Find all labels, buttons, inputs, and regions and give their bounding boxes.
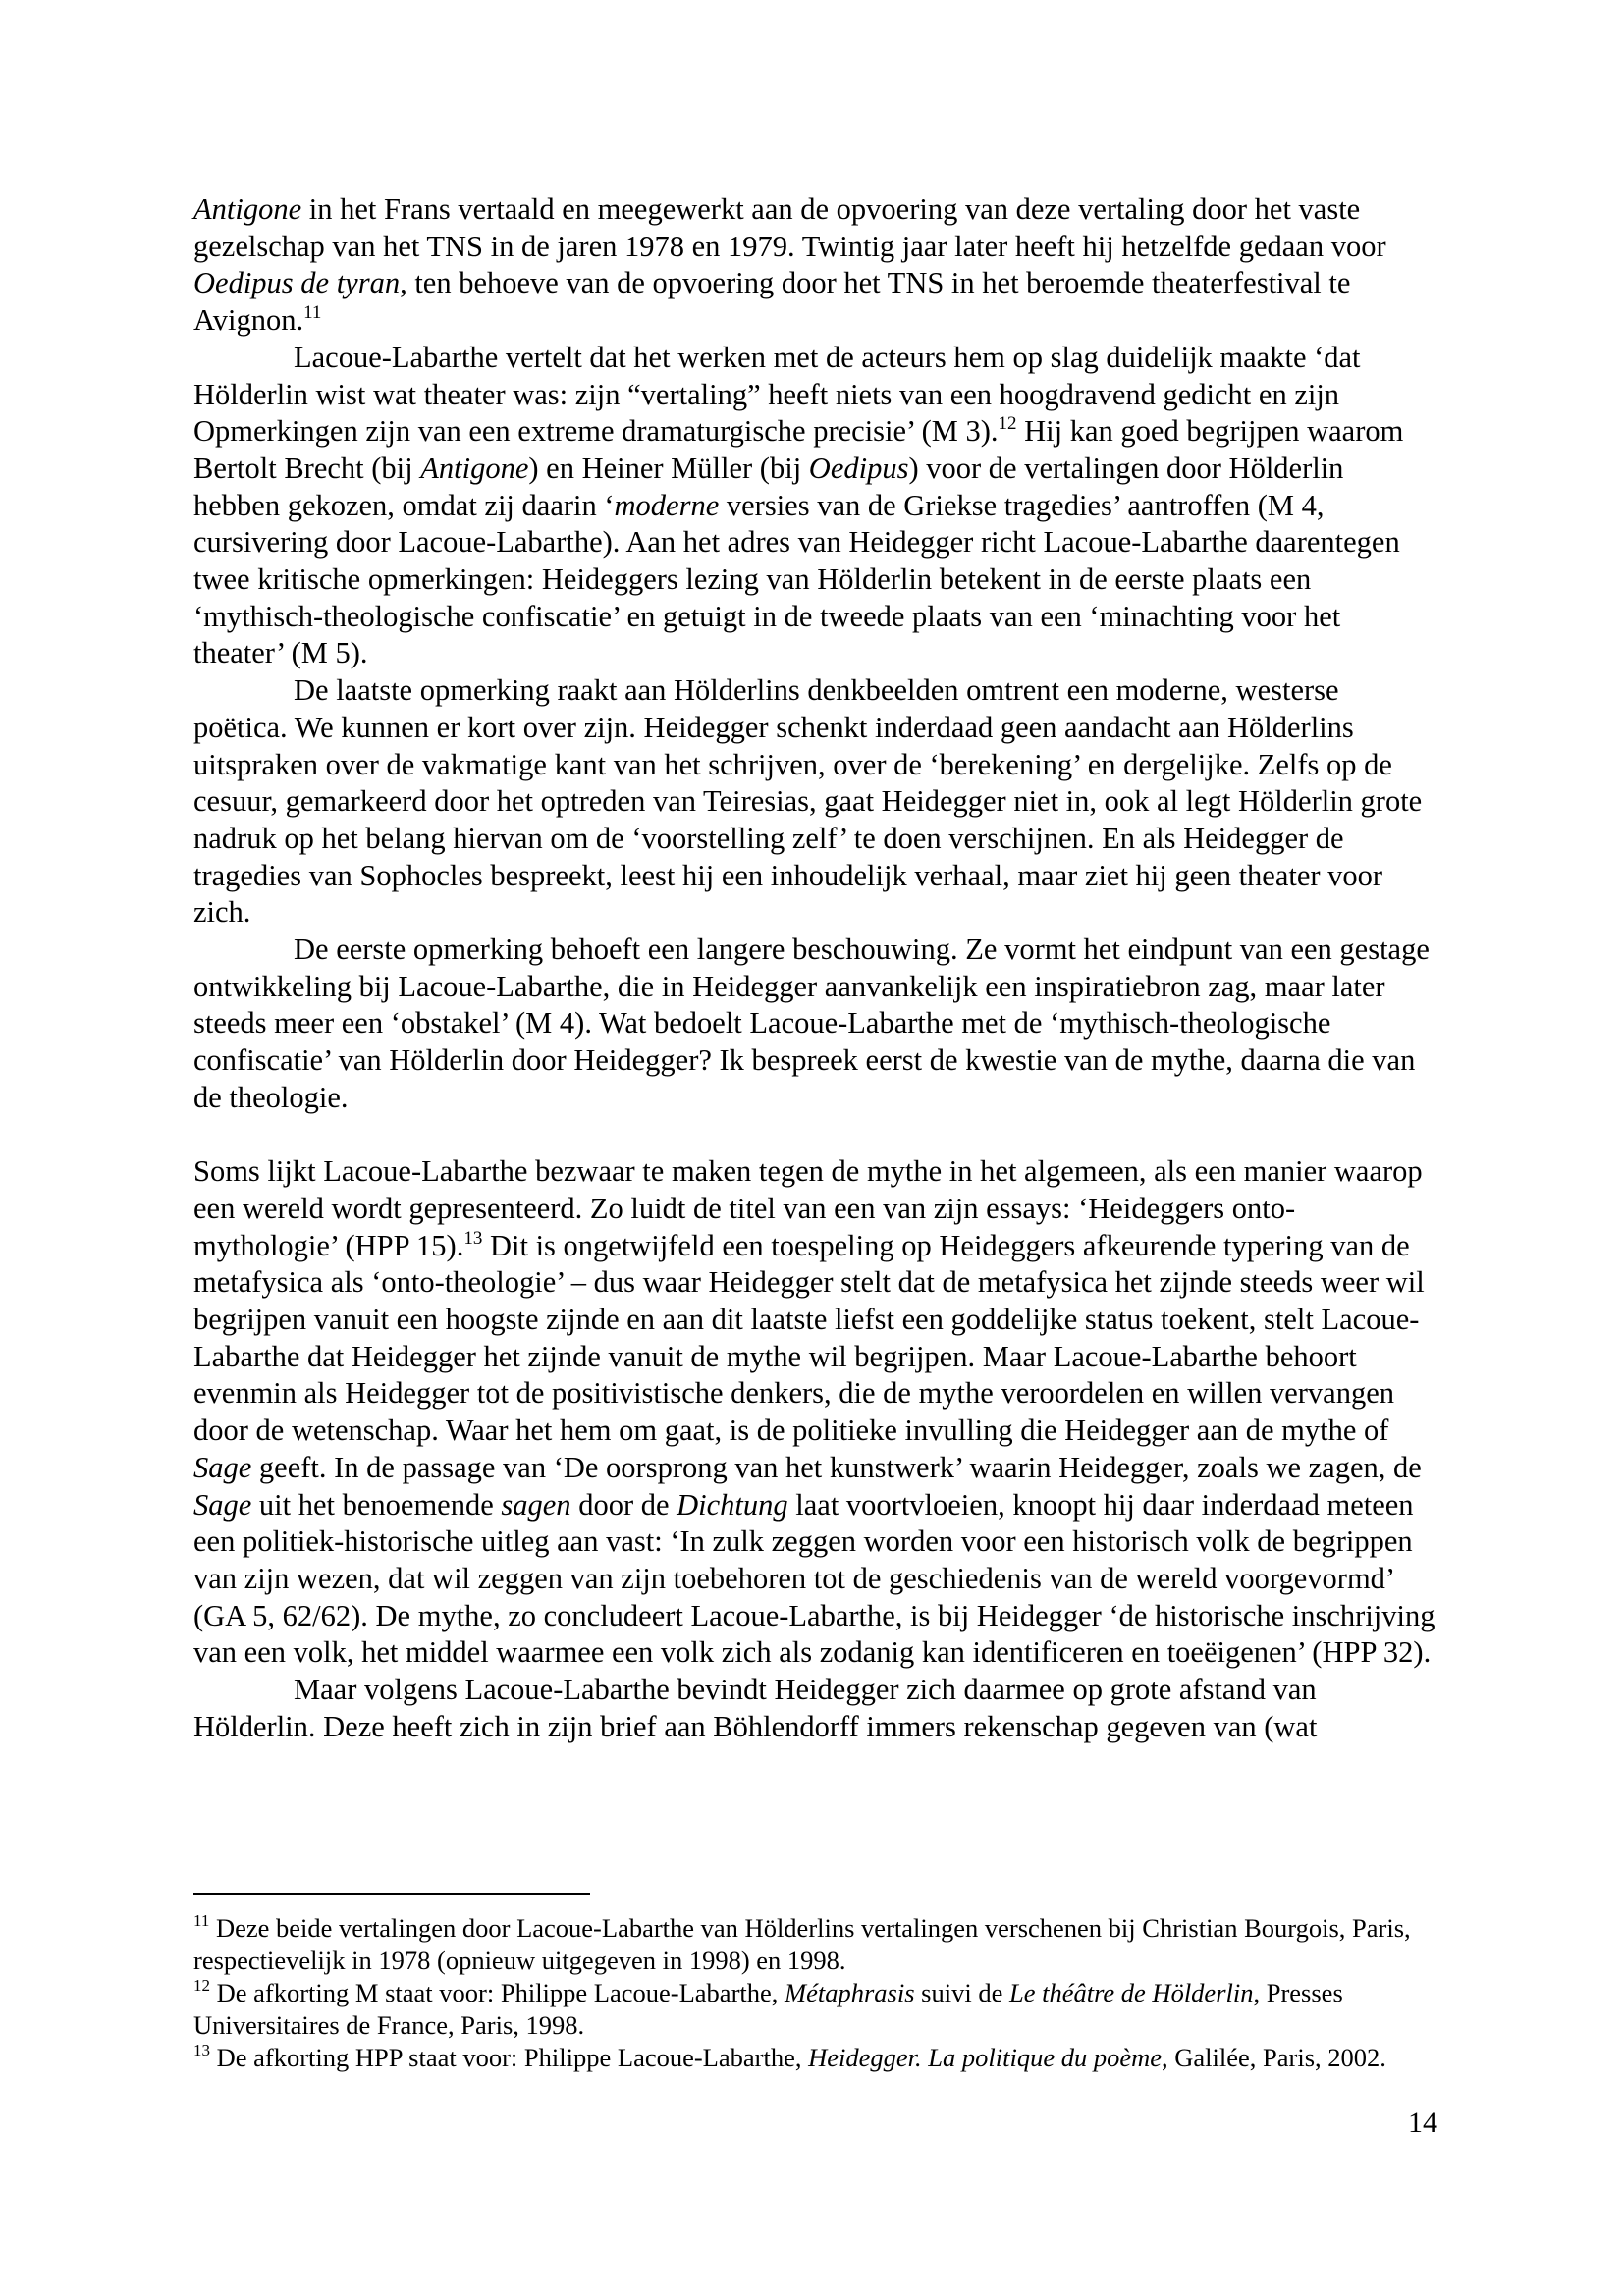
- paragraph-1: Antigone in het Frans vertaald en meegewerkt aan de opvoering van deze vertaling door het vaste gezelschap van het TNS in de jaren 1978 en 1979. Twintig jaar later heeft hij hetzelfde gedaan voor Oedipus de tyran, ten behoeve van de opvoering door het TNS in het beroemde theaterfestival te Avignon.$^{11}$: [193, 192, 1386, 338]
- footnote-13: $^{13}$ De afkorting HPP staat voor: Philippe Lacoue-Labarthe, Heidegger. La politique du poème, Galilée, Paris, 2002.: [193, 2041, 1386, 2072]
- paragraph-2: Lacoue-Labarthe vertelt dat het werken met de acteurs hem op slag duidelijk maakte ‘dat Hölderlin wist wat theater was: zijn “vertaling” heeft niets van een hoogdravend gedicht en zijn Opmerkingen zijn van een extreme dramaturgische precisie’ (M 3).$^{12}$ Hij kan goed begrijpen waarom Bertolt Brecht (bij Antigone) en Heiner Müller (bij Oedipus) voor de vertalingen door Hölderlin hebben gekozen, omdat zij daarin ‘moderne versies van de Griekse tragedies’ aantroffen (M 4, cursivering door Lacoue-Labarthe). Aan het adres van Heidegger richt Lacoue-Labarthe daarentegen twee kritische opmerkingen: Heideggers lezing van Hölderlin betekent in de eerste plaats een ‘mythisch-theologische confiscatie’ en getuigt in de tweede plaats van een ‘minachting voor het theater’ (M 5).: [193, 340, 1404, 670]
- paragraph-gap: [193, 1117, 1435, 1154]
- body-text: [193, 191, 1435, 1746]
- paragraph-3: De laatste opmerking raakt aan Hölderlins denkbeelden omtrent een moderne, westerse poëtica. We kunnen er kort over zijn. Heidegger schenkt inderdaad geen aandacht aan Hölderlins uitspraken over de vakmatige kant van het schrijven, over de ‘berekening’ en dergelijke. Zelfs op de cesuur, gemarkeerd door het optreden van Teiresias, gaat Heidegger niet in, ook al legt Hölderlin grote nadruk op het belang hiervan om de ‘voorstelling zelf’ te doen verschijnen. En als Heidegger de tragedies van Sophocles bespreekt, leest hij een inhoudelijk verhaal, maar ziet hij geen theater voor zich.: [193, 673, 1423, 930]
- footnote-ref-13: 13: [463, 1227, 483, 1249]
- footnote-11: $^{11}$ Deze beide vertalingen door Lacoue-Labarthe van Hölderlins vertalingen verschenen bij Christian Bourgois, Paris, respectievelijk in 1978 (opnieuw uitgegeven in 1998) en 1998.: [193, 1911, 1411, 1975]
- footnote-divider: [193, 1893, 590, 1895]
- paragraph-5: Soms lijkt Lacoue-Labarthe bezwaar te maken tegen de mythe in het algemeen, als een manier waarop een wereld wordt gepresenteerd. Zo luidt de titel van een van zijn essays: ‘Heideggers onto-mythologie’ (HPP 15).$^{13}$ Dit is ongetwijfeld een toespeling op Heideggers afkeurende typering van de metafysica als ‘onto-theologie’ – dus waar Heidegger stelt dat de metafysica het zijnde steeds weer wil begrijpen vanuit een hoogste zijnde en aan dit laatste liefst een goddelijke status toekent, stelt Lacoue-Labarthe dat Heidegger het zijnde vanuit de mythe wil begrijpen. Maar Lacoue-Labarthe behoort evenmin als Heidegger tot de positivistische denkers, die de mythe veroordelen en willen vervangen door de wetenschap. Waar het hem om gaat, is de politieke invulling die Heidegger aan de mythe of Sage geeft. In de passage van ‘De oorsprong van het kunstwerk’ waarin Heidegger, zoals we zagen, de Sage uit het benoemende sagen door de Dichtung laat voortvloeien, knoopt hij daar inderdaad meteen een politiek-historische uitleg aan vast: ‘In zulk zeggen worden voor een historisch volk de begrippen van zijn wezen, dat wil zeggen van zijn toebehoren tot de geschiedenis van de wereld voorgevormd’ (GA 5, 62/62). De mythe, zo concludeert Lacoue-Labarthe, is bij Heidegger ‘de historische inschrijving van een volk, het middel waarmee een volk zich als zodanig kan identificeren en toeëigenen’ (HPP 32).: [193, 1154, 1435, 1670]
- footnote-12: $^{12}$ De afkorting M staat voor: Philippe Lacoue-Labarthe, Métaphrasis suivi de Le théâtre de Hölderlin, Presses Universitaires de France, Paris, 1998.: [193, 1976, 1343, 2040]
- footnote-ref-12: 12: [998, 413, 1017, 435]
- paragraph-4: De eerste opmerking behoeft een langere beschouwing. Ze vormt het eindpunt van een gestage ontwikkeling bij Lacoue-Labarthe, die in Heidegger aanvankelijk een inspiratiebron zag, maar later steeds meer een ‘obstakel’ (M 4). Wat bedoelt Lacoue-Labarthe met de ‘mythisch-theologische confiscatie’ van Hölderlin door Heidegger? Ik bespreek eerst de kwestie van de mythe, daarna die van de theologie.: [193, 933, 1430, 1114]
- footnote-ref-11: 11: [303, 302, 322, 324]
- page-number: 14: [1408, 2107, 1437, 2139]
- footnotes: [193, 1912, 1435, 2074]
- paragraph-6: Maar volgens Lacoue-Labarthe bevindt Heidegger zich daarmee op grote afstand van Hölderlin. Deze heeft zich in zijn brief aan Böhlendorff immers rekenschap gegeven van (wat: [193, 1673, 1318, 1743]
